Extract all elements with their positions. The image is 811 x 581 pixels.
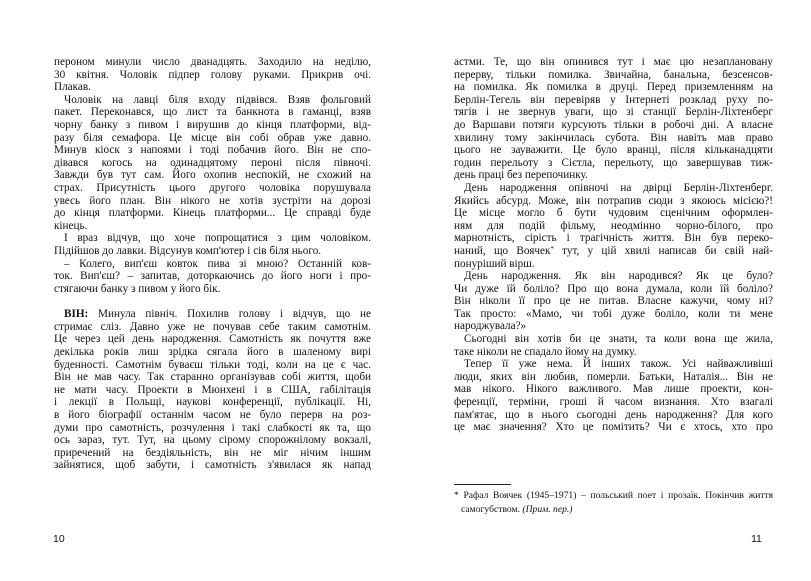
text-fragment: тут, у цій хвилі написав би свій най-	[562, 244, 773, 257]
text-line: хвилину тому закінчилась субота. Він навіть мав право	[454, 131, 773, 144]
text-line: ось зараз, тут. Тут, на цьому сірому спорожнілому вокзалі,	[54, 434, 371, 447]
text-line: – Колего, вип'єш ковток пива зі мною? Останній ков-	[64, 257, 371, 270]
speaker-label: ВІН:	[64, 308, 89, 321]
text-line: Чоловік на лавці біля входу підвівся. Взяв фольговий	[64, 93, 371, 106]
text-line: Минув кіоск з напоями і тоді побачив його. Він не спо-	[54, 144, 371, 157]
footnote-text: Рафал Воячек (1945–1971) – польський поет і прозаїк. Покінчив життя	[463, 490, 774, 501]
text-line: стримає сліз. Давно уже не почував себе таким самотнім.	[54, 320, 371, 333]
text-line: Так просто: «Мамо, чи тобі дуже боліло, коли ти мене	[454, 307, 773, 320]
text-line: страх. Присутність цього другого чоловіка порушувала	[54, 181, 371, 194]
text-line: марнотність, сірість і трагічність життя. Він був переко-	[454, 232, 773, 245]
footnote-marker: *	[454, 490, 459, 501]
right-page	[405, 0, 811, 581]
footnote-divider	[454, 484, 511, 485]
text-line: чорну банку з пивом і вирушив до кінця платформи, від-	[54, 118, 371, 131]
text-line: Берлін-Тегель він перевіряв у Інтернеті розклад руху по-	[454, 93, 773, 106]
text-line: Плакав.	[54, 81, 91, 94]
text-line: пакет. Переконався, що лист та банкнота в гаманці, взяв	[54, 106, 371, 119]
footnote-line	[454, 503, 773, 517]
text-line: Якийсь абсурд. Може, він потрапив сюди з якоюсь місією?!	[454, 194, 773, 207]
footnote-ref[interactable]: *	[550, 244, 554, 253]
text-line: приречений на бездіяльність, він не міг нічим іншим	[54, 446, 371, 459]
text-line: і лекції в Польщі, наукові конференції, публікації. Ні,	[54, 396, 371, 409]
text-line: Це місце могло б бути чудовим сценічним оформлен-	[454, 207, 773, 220]
right-page-body	[454, 56, 773, 434]
text-line: тягів і не звернув уваги, що зі станції Берлін-Ліхтенберг	[454, 106, 773, 119]
text-line: ток. Вип'єш? – запитав, доторкаючись до його ноги і про-	[54, 270, 371, 283]
footnote	[454, 489, 773, 517]
text-line: мав нікого. Нікого важливого. Мав лише проекти, кон-	[454, 383, 773, 396]
text-line: кінець.	[54, 219, 88, 232]
text-line: 30 квітня. Чоловік підпер голову руками. Прикрив очі.	[54, 68, 371, 81]
text-line: Підійшов до лавки. Відсунув комп'ютер і сів біля нього.	[54, 244, 322, 257]
page-number: 10	[53, 533, 65, 545]
text-line: люди, яких він любив, померли. Батьки, Наталія... Він не	[454, 370, 773, 383]
text-line: цього не зауважити. Це було вранці, після кільканадцяти	[454, 144, 773, 157]
text-line: Завжди був тут сам. Його охопив неспокій, не схожий на	[54, 169, 371, 182]
translator-note: (Прим. пер.)	[522, 504, 573, 515]
text-line: дівався когось на одинадцятому пероні після півночі.	[54, 156, 371, 169]
text-line: народжувала?»	[454, 320, 527, 333]
text-line: стягаючи банку з пивом у його бік.	[54, 282, 221, 295]
text-line: зайнятися, щоб забути, і самотність з'явилася як напад	[54, 459, 371, 472]
text-line-with-footnote-ref	[454, 245, 773, 258]
footnote-line	[454, 489, 773, 503]
text-line: І враз відчув, що хоче попрощатися з цим чоловіком.	[64, 232, 371, 245]
text-line: Він не мав часу. Так старанно організував собі життя, щоби	[54, 371, 371, 384]
text-line: в його біографії останнім часом не було перерв на роз-	[54, 409, 371, 422]
text-line: годин перельоту з Сієтла, перельоту, що завершував тиж-	[454, 156, 773, 169]
text-line: ференції, терміни, гроші й часом визнання. Хто взагалі	[454, 396, 773, 409]
text-line: Це через цей день народження. Самотність як почуття вже	[54, 333, 371, 346]
footnote-text: самогубством.	[461, 504, 520, 515]
left-page-body	[54, 56, 371, 472]
text-line: до кінця платформи. Кінець платформи... Це справді буде	[54, 207, 371, 220]
text-fragment: Минула північ. Похилив голову і відчув, що не	[98, 308, 371, 321]
text-line: день праці без перепочинку.	[454, 169, 588, 182]
text-line: ням для подій фільму, неодмінно чорно-білого, про	[454, 219, 773, 232]
text-line: перерву, тільки помилка. Звичайна, банальна, безсенсов-	[454, 68, 773, 81]
speaker-line	[54, 308, 371, 321]
text-line: до Варшави потяги курсують тільки в робочі дні. А власне	[454, 118, 773, 131]
text-line: думи про самотність, розчулення і такі слабкості як та, що	[54, 421, 371, 434]
text-line: на помилка. Як помилка в друці. Перед приземленням на	[454, 81, 773, 94]
text-line: разу біля семафора. Це місце він собі обрав уже давно.	[54, 131, 371, 144]
text-line: пам'ятає, що в нього сьогодні день народження? Для кого	[454, 408, 773, 421]
text-line: таке ніколи не спадало йому на думку.	[454, 345, 637, 358]
left-page	[0, 0, 405, 581]
text-line: День народження опівночі на двірці Берлін-Ліхтенберг.	[464, 181, 773, 194]
text-line: увесь його план. Він нікого не хотів зустріти на дорозі	[54, 194, 371, 207]
text-line: Чи дуже їй боліло? Про що вона думала, коли їй боліло?	[454, 282, 773, 295]
text-line: пероном минули число дванадцять. Заходило на неділю,	[54, 56, 371, 68]
text-line: буденності. Самотнім буваєш тільки тоді, коли на це є час.	[54, 358, 371, 371]
text-line: Він ніколи її про це не питав. Власне кажучи, чому ні?	[454, 295, 773, 308]
text-line: це має значення? Хто це помітить? Чи є хтось, хто про	[454, 421, 773, 434]
page-number: 11	[751, 533, 762, 545]
text-line: Сьогодні він хотів би це знати, та коли вона ще жила,	[464, 333, 773, 346]
text-line: не мати часу. Проекти в Мюнхені і в США, габілітація	[54, 383, 371, 396]
text-line: декілька років лиш зрідка сягала його в шаленому вирі	[54, 346, 371, 359]
text-line: астми. Те, що він опинився тут і має цю незаплановану	[454, 56, 773, 68]
text-line: понуріший вірш.	[454, 257, 535, 270]
text-fragment: наний, що Воячек	[454, 244, 551, 257]
text-line: День народження. Як він народився? Як це було?	[464, 270, 773, 283]
section-break	[54, 295, 371, 308]
text-line: Тепер її уже нема. Й інших також. Усі найважливіші	[464, 358, 773, 371]
